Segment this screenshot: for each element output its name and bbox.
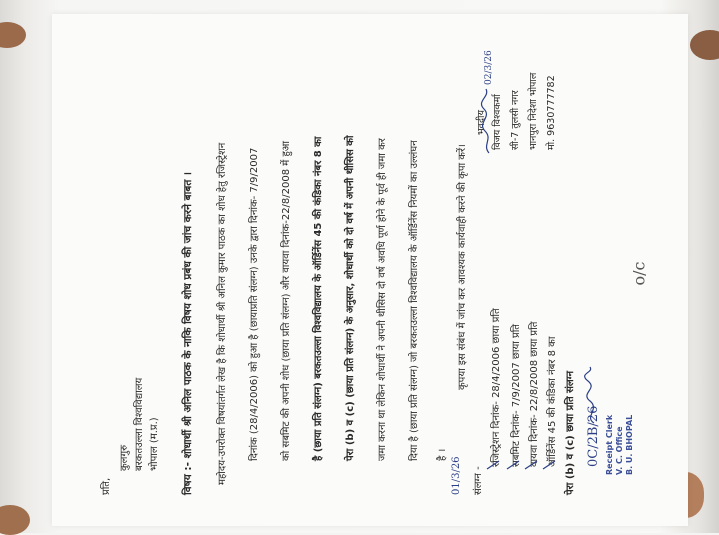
enclosure-item-3: वायवा दिनांक- 22/8/2008 छाया प्रति — [529, 321, 540, 467]
body-line-4: है (छाया प्रति संलग्न) बरकतउल्ला विश्वविद्यालय के ऑर्डिनेंस 45 की कंडिका नंबर 8 का — [313, 136, 324, 461]
addressee-line-2: बरकतउल्ला विश्वविद्यालय — [134, 377, 145, 471]
body-line-8: है । — [437, 448, 448, 461]
stamp-line-3: B. U. BHOPAL — [625, 414, 634, 475]
stamp-line-2: V. C. Office — [615, 426, 624, 475]
addressee-line-3: भोपाल (म.प्र.) — [149, 417, 160, 471]
addressee-line-1: कुलगुरु — [119, 444, 130, 471]
sender-phone: मो. 9630777782 — [546, 75, 557, 150]
body-line-6: जमा करना था लेकिन शोधार्थी ने अपनी थीसिस दो वर्ष अवधि पूर्ण होने के पूर्व ही जमा कर — [377, 138, 388, 461]
stamp-line-1: Receipt Clerk — [605, 414, 614, 475]
body-line-1: महोदय-उपरोक्त विषयांतर्गत लेख है कि शोधार्थी श्री अनिल कुमार पाठक का शोध हेतु रजिस्ट्रेशन — [217, 142, 228, 485]
body-line-3: को सबमिट की अपनी शोध (छाया प्रति संलग्न) और वायवा दिनांक-22/8/2008 में हुआ — [281, 141, 292, 461]
sender-name: विजय विश्वकर्मा — [492, 94, 503, 150]
addressee-prati: प्रति, — [101, 477, 112, 495]
request-line: कृपया इस संबंध में जांच कर आवश्यक कार्यवाही करने की कृपा करें। — [457, 144, 468, 390]
rotated-letter — [100, 30, 640, 495]
enclosure-label: संलग्न - — [473, 466, 484, 495]
handwritten-date: 01/3/26 — [451, 456, 462, 495]
sender-signature-scribble — [480, 85, 494, 155]
receipt-signature-scribble — [582, 365, 602, 425]
sender-label: भवदीय — [476, 110, 487, 135]
enclosure-item-2: सबमिट दिनांक- 7/9/2007 छाया प्रति — [511, 323, 522, 467]
enclosure-item-5: पेरा (b) व (c) छाया प्रति संलग्न — [565, 370, 576, 495]
top-handwritten-mark: o/c — [629, 261, 649, 286]
body-line-2: दिनांक (28/4/2006) को हुआ है (छायाप्रति संलग्न) उनके द्वारा दिनांक- 7/9/2007 — [249, 147, 260, 461]
handwritten-diary-no: 0C/2B/26 — [586, 405, 601, 467]
subject-line: विषय :- शोधार्थी श्री अनिल पाठक के नाकि विषय शोध प्रबंध की जांच करने बाबत । — [182, 172, 194, 495]
enclosure-item-1: रजिस्ट्रेशन दिनांक- 28/4/2006 छाया प्रति — [491, 308, 502, 467]
sender-address-1: सी-7 तुलसी नगर — [510, 90, 521, 150]
body-line-7: दिया है (छाया प्रति संलग्न) जो बरकतउल्ला विश्वविद्यालय के ऑर्डिनेंस नियमों का उल्लंघन — [409, 140, 420, 461]
body-line-5: पेरा (b) व (c) (छाया प्रति संलग्न) के अनुसार, शोधार्थी को दो वर्ष में अपनी थीसिस को — [345, 135, 356, 461]
enclosure-tick-marks — [485, 459, 575, 471]
enclosure-item-4: ऑर्डिनेंस 45 की कंडिका नंबर 8 का — [547, 336, 558, 467]
sender-address-2: भानपुरा निदेशा भोपाल — [528, 72, 539, 150]
sender-sign-date: 02/3/26 — [484, 50, 494, 85]
